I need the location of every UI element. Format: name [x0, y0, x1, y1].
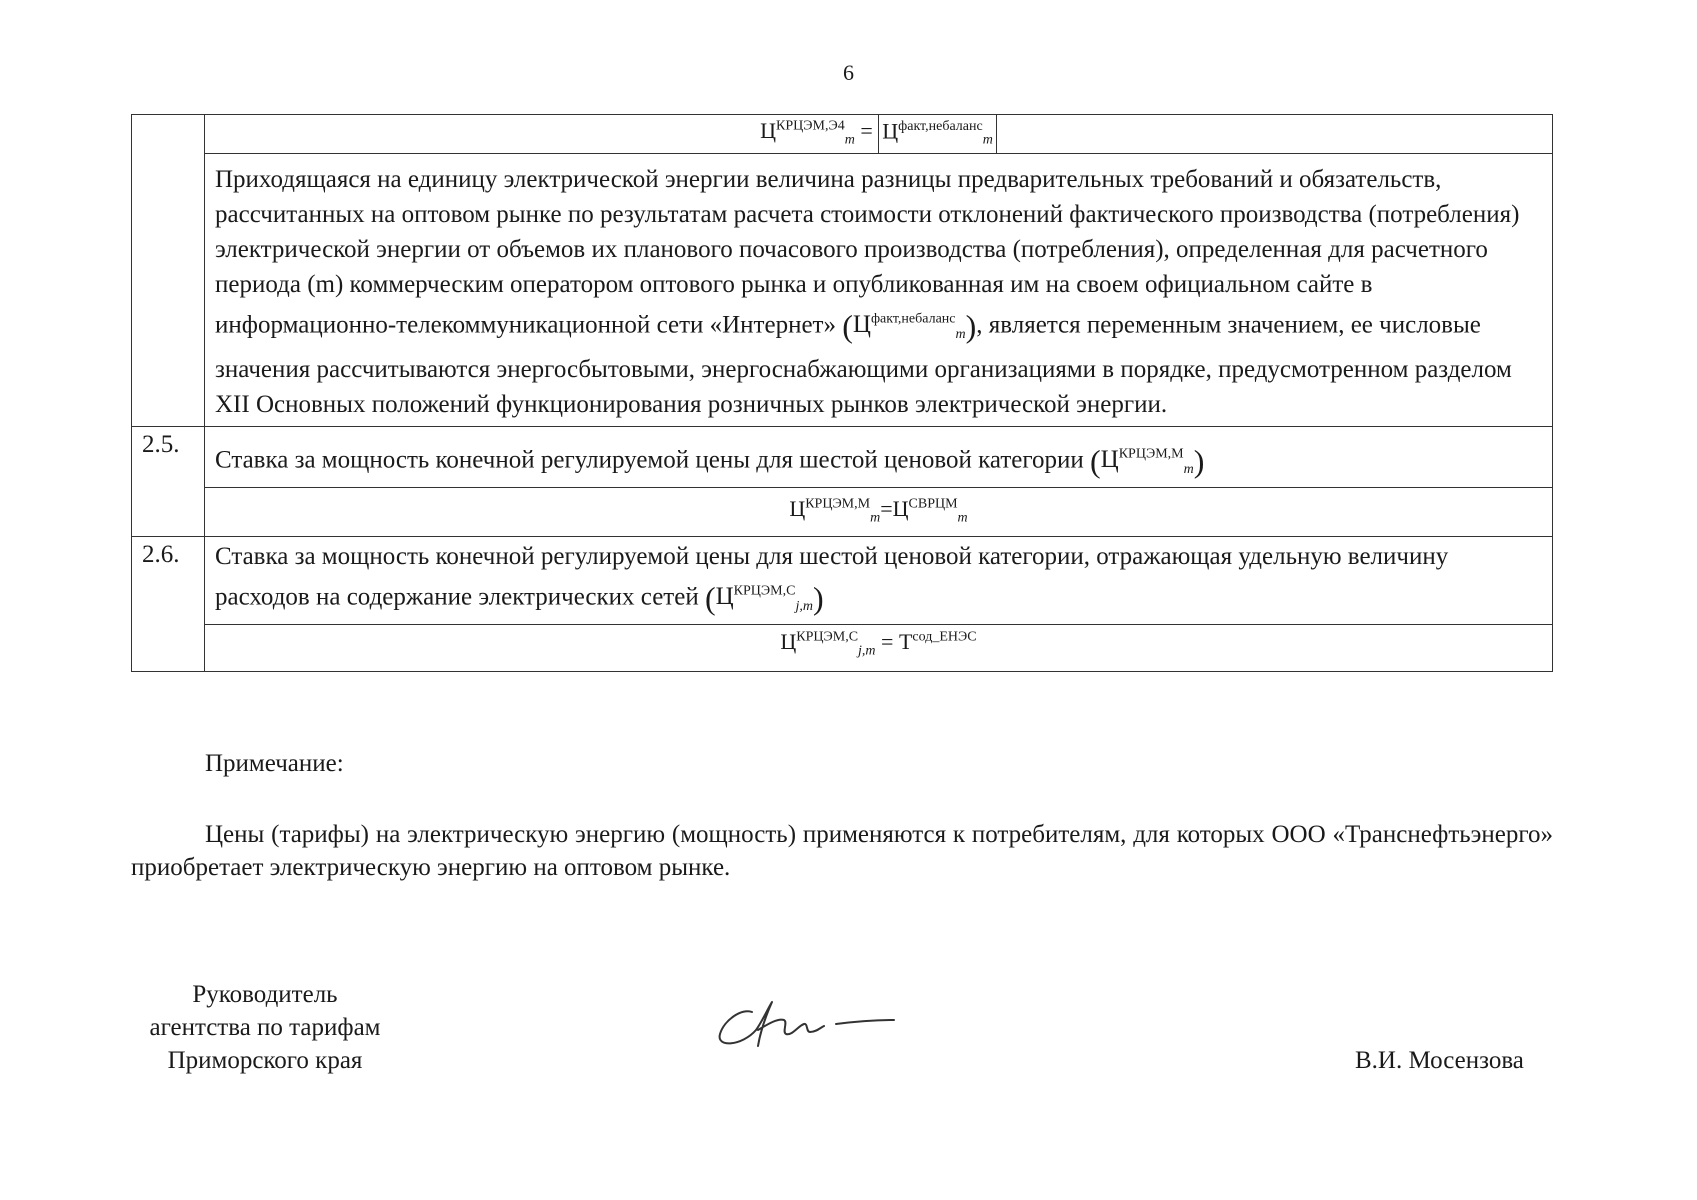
description-cell: Ставка за мощность конечной регулируемой цены для шестой ценовой категории $(Ц^{КРЦЭМ,М}_m)$ — [205, 427, 1553, 488]
note-label: Примечание: — [205, 750, 344, 777]
description-paragraph: Приходящаяся на единицу электрической энергии величина разницы предварительных требований и обязательств, рассчитанных на оптовом рынке по результатам расчета стоимости отклонений фактического производства (потребления) электрической энергии от объемов их планового почасового производства (потребления), определенная для расчетного периода (m) коммерческим оператором оптового рынка и опубликованная им на своем официальном сайте в информационно-телекоммуникационной сети «Интернет» $(Ц^{факт,небаланс}_m)$, является переменным значением, ее числовые значения рассчитываются энергосбытовыми, энергоснабжающими организациями в порядке, предусмотренном разделом XII Основных положений функционирования розничных рынков электрической энергии. — [215, 165, 1520, 419]
page-number: 6 — [843, 60, 854, 85]
description-cell: Ставка за мощность конечной регулируемой цены для шестой ценовой категории, отражающая удельную величину расходов на содержание электрических сетей $(Ц^{КРЦЭМ,С}_{j,m})$ — [205, 537, 1553, 625]
table-row — [132, 115, 1553, 154]
inline-formula: $(Ц^{КРЦЭМ,М}_m)$ — [1090, 443, 1205, 480]
note-text: Цены (тарифы) на электрическую энергию (мощность) применяются к потребителям, для которых ООО «Транснефтьэнерго» приобретает электрическую энергию на оптовом рынке. — [131, 821, 1553, 881]
formula-cell — [205, 115, 1553, 154]
table-row — [132, 488, 1553, 537]
tariff-table — [131, 114, 1553, 672]
handwritten-signature — [712, 990, 902, 1065]
signer-title — [120, 978, 410, 1077]
signer-title-line: Руководитель — [192, 981, 338, 1008]
absolute-value: $Ц^{факт,небаланс}_m$ — [878, 115, 997, 153]
formula-cell — [205, 625, 1553, 672]
table-row — [132, 625, 1553, 672]
row-number-cell: 2.5. — [132, 427, 205, 537]
formula-krcem-s: $Ц^{КРЦЭМ,С}_{j,m} = Т^{сод\_ЕНЭС}$ — [780, 628, 977, 659]
table-row — [132, 427, 1553, 488]
inline-formula: $(Ц^{КРЦЭМ,С}_{j,m})$ — [704, 580, 824, 617]
table-row — [132, 537, 1553, 625]
row-number-cell — [132, 115, 205, 427]
signer-title-line: Приморского края — [167, 1047, 363, 1074]
table-row — [132, 153, 1553, 426]
formula-krcem-e4: $Ц^{КРЦЭМ,Э4}_m = Ц^{факт,небаланс}_m$ — [760, 118, 997, 143]
signer-title-line: агентства по тарифам — [149, 1014, 381, 1041]
signer-name: В.И. Мосензова — [1355, 1047, 1524, 1074]
formula-krcem-m: $Ц^{КРЦЭМ,М}_m=Ц^{СВРЦМ}_m$ — [789, 495, 968, 526]
description-cell — [205, 153, 1553, 426]
row-number-cell: 2.6. — [132, 537, 205, 672]
inline-formula: $(Ц^{факт,небаланс}_m)$ — [842, 307, 977, 344]
formula-cell — [205, 488, 1553, 537]
